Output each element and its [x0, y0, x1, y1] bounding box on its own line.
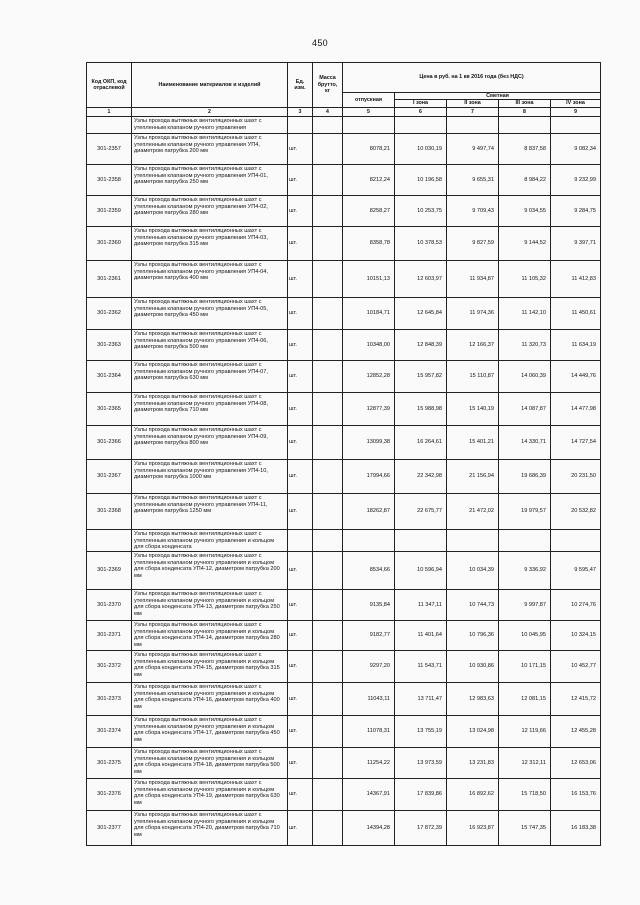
item-name: Узлы прохода вытяжных вентиляционных шахт с утепленным клапаном ручного управления — [132, 116, 288, 133]
zone-4-price: 16 153,76 — [551, 779, 601, 811]
release-price: 8078,21 — [343, 133, 395, 164]
zone-3-price: 11 142,10 — [499, 297, 551, 329]
item-name: Узлы прохода вытяжных вентиляционных шахт с утепленным клапаном ручного управления УП4-07, диаметром патрубка 630 мм — [132, 360, 288, 392]
table-row — [87, 392, 601, 425]
release-price: 14367,91 — [343, 779, 395, 811]
release-price: 11078,31 — [343, 716, 395, 748]
table-row — [87, 683, 601, 716]
header-zone-3: III зона — [499, 100, 551, 107]
item-mass — [313, 811, 343, 846]
col-number: 6 — [395, 107, 447, 116]
zone-2-price: 21 156,94 — [447, 459, 499, 493]
zone-2-price: 10 744,73 — [447, 590, 499, 621]
zone-4-price: 20 532,82 — [551, 493, 601, 529]
zone-2-price: 11 974,36 — [447, 297, 499, 329]
item-name: Узлы прохода вытяжных вентиляционных шахт с утепленным клапаном ручного управления и кольцом для сбора конденсата УП4-20, диаметром патрубка 710 мм — [132, 811, 288, 846]
table-row — [87, 590, 601, 621]
col-number: 4 — [313, 107, 343, 116]
zone-4-price: 12 455,28 — [551, 716, 601, 748]
zone-1-price: 22 342,98 — [395, 459, 447, 493]
zone-3-price: 11 105,32 — [499, 260, 551, 297]
item-unit: шт. — [288, 748, 313, 779]
zone-1-price: 12 848,39 — [395, 329, 447, 360]
zone-2-price: 16 892,62 — [447, 779, 499, 811]
release-price: 8534,66 — [343, 552, 395, 590]
release-price: 10184,71 — [343, 297, 395, 329]
zone-1-price: 13 711,47 — [395, 683, 447, 716]
zone-3-price: 12 312,11 — [499, 748, 551, 779]
item-unit: шт. — [288, 683, 313, 716]
release-price: 11043,11 — [343, 683, 395, 716]
release-price — [343, 529, 395, 551]
table-row — [87, 621, 601, 651]
zone-1-price: 17 872,39 — [395, 811, 447, 846]
header-mass: Масса брутто, кг — [313, 63, 343, 108]
release-price: 10151,13 — [343, 260, 395, 297]
header-zone-4: IV зона — [551, 100, 601, 107]
item-code: 301-2369 — [87, 552, 132, 590]
zone-1-price: 10 596,94 — [395, 552, 447, 590]
item-code: 301-2362 — [87, 297, 132, 329]
header-name: Наименование материалов и изделий — [132, 63, 288, 108]
item-name: Узлы прохода вытяжных вентиляционных шахт с утепленным клапаном ручного управления и кольцом для сбора конденсата УП4-16, диаметром патрубка 400 мм — [132, 683, 288, 716]
item-code: 301-2360 — [87, 226, 132, 260]
release-price: 8212,24 — [343, 164, 395, 195]
zone-2-price — [447, 529, 499, 551]
zone-4-price: 9 595,47 — [551, 552, 601, 590]
item-code: 301-2374 — [87, 716, 132, 748]
zone-1-price: 17 839,86 — [395, 779, 447, 811]
zone-4-price: 12 653,06 — [551, 748, 601, 779]
header-release: отпускная — [343, 93, 395, 108]
item-code: 301-2371 — [87, 621, 132, 651]
item-unit: шт. — [288, 392, 313, 425]
item-mass — [313, 493, 343, 529]
item-code: 301-2358 — [87, 164, 132, 195]
item-code: 301-2368 — [87, 493, 132, 529]
item-name: Узлы прохода вытяжных вентиляционных шахт с утепленным клапаном ручного управления УП4-03, диаметром патрубка 315 мм — [132, 226, 288, 260]
item-unit — [288, 529, 313, 551]
release-price: 18262,87 — [343, 493, 395, 529]
release-price: 9297,20 — [343, 651, 395, 683]
item-name: Узлы прохода вытяжных вентиляционных шахт с утепленным клапаном ручного управления УП4-01, диаметром патрубка 250 мм — [132, 164, 288, 195]
item-code: 301-2361 — [87, 260, 132, 297]
zone-4-price: 12 415,72 — [551, 683, 601, 716]
zone-2-price: 15 140,19 — [447, 392, 499, 425]
item-code — [87, 529, 132, 551]
zone-1-price: 16 264,61 — [395, 425, 447, 459]
col-number: 1 — [87, 107, 132, 116]
zone-2-price: 12 166,37 — [447, 329, 499, 360]
item-unit: шт. — [288, 493, 313, 529]
item-mass — [313, 226, 343, 260]
release-price: 12852,28 — [343, 360, 395, 392]
col-number: 5 — [343, 107, 395, 116]
release-price: 8258,27 — [343, 195, 395, 226]
item-code: 301-2373 — [87, 683, 132, 716]
zone-3-price: 9 997,87 — [499, 590, 551, 621]
header-code: Код ОКП, код отраслевой — [87, 63, 132, 108]
table-row — [87, 133, 601, 164]
zone-1-price: 12 645,84 — [395, 297, 447, 329]
header-price-group: Цена в руб. на 1 кв 2016 года (без НДС) — [343, 63, 601, 93]
zone-2-price: 16 923,87 — [447, 811, 499, 846]
item-name: Узлы прохода вытяжных вентиляционных шахт с утепленным клапаном ручного управления и кольцом для сбора конденсата — [132, 529, 288, 551]
item-mass — [313, 297, 343, 329]
table-row — [87, 811, 601, 846]
zone-4-price — [551, 529, 601, 551]
header-unit: Ед. изм. — [288, 63, 313, 108]
item-mass — [313, 621, 343, 651]
zone-3-price: 12 081,15 — [499, 683, 551, 716]
item-code: 301-2377 — [87, 811, 132, 846]
item-name: Узлы прохода вытяжных вентиляционных шахт с утепленным клапаном ручного управления УП4-06, диаметром патрубка 500 мм — [132, 329, 288, 360]
zone-1-price: 10 253,75 — [395, 195, 447, 226]
zone-1-price: 15 988,98 — [395, 392, 447, 425]
zone-3-price: 8 984,22 — [499, 164, 551, 195]
item-mass — [313, 260, 343, 297]
item-code: 301-2357 — [87, 133, 132, 164]
header-zone-1: I зона — [395, 100, 447, 107]
item-name: Узлы прохода вытяжных вентиляционных шахт с утепленным клапаном ручного управления УП4-11, диаметром патрубка 1250 мм — [132, 493, 288, 529]
release-price: 10348,00 — [343, 329, 395, 360]
release-price: 13099,38 — [343, 425, 395, 459]
zone-3-price: 9 336,92 — [499, 552, 551, 590]
zone-2-price: 10 034,39 — [447, 552, 499, 590]
item-mass — [313, 360, 343, 392]
zone-1-price: 11 401,64 — [395, 621, 447, 651]
table-row — [87, 459, 601, 493]
zone-3-price: 14 060,39 — [499, 360, 551, 392]
item-mass — [313, 133, 343, 164]
zone-2-price: 21 472,02 — [447, 493, 499, 529]
zone-3-price: 15 718,50 — [499, 779, 551, 811]
table-row — [87, 779, 601, 811]
item-unit: шт. — [288, 164, 313, 195]
col-number: 3 — [288, 107, 313, 116]
zone-2-price — [447, 116, 499, 133]
zone-3-price: 14 087,87 — [499, 392, 551, 425]
item-name: Узлы прохода вытяжных вентиляционных шахт с утепленным клапаном ручного управления УП4-10, диаметром патрубка 1000 мм — [132, 459, 288, 493]
item-name: Узлы прохода вытяжных вентиляционных шахт с утепленным клапаном ручного управления и кольцом для сбора конденсата УП4-17, диаметром патрубка 450 мм — [132, 716, 288, 748]
table-row — [87, 329, 601, 360]
item-mass — [313, 116, 343, 133]
item-unit: шт. — [288, 459, 313, 493]
item-code: 301-2365 — [87, 392, 132, 425]
zone-3-price: 8 837,58 — [499, 133, 551, 164]
zone-4-price: 9 232,99 — [551, 164, 601, 195]
zone-3-price: 11 320,73 — [499, 329, 551, 360]
item-code: 301-2366 — [87, 425, 132, 459]
zone-4-price: 9 082,34 — [551, 133, 601, 164]
item-mass — [313, 392, 343, 425]
zone-1-price: 11 347,11 — [395, 590, 447, 621]
zone-1-price — [395, 116, 447, 133]
item-unit: шт. — [288, 621, 313, 651]
table-row — [87, 164, 601, 195]
table-row — [87, 425, 601, 459]
item-unit: шт. — [288, 716, 313, 748]
table-row — [87, 552, 601, 590]
item-name: Узлы прохода вытяжных вентиляционных шахт с утепленным клапаном ручного управления УП4-04, диаметром патрубка 400 мм — [132, 260, 288, 297]
zone-1-price: 11 543,71 — [395, 651, 447, 683]
table-row — [87, 297, 601, 329]
item-mass — [313, 425, 343, 459]
zone-4-price: 10 452,77 — [551, 651, 601, 683]
item-mass — [313, 590, 343, 621]
page-number: 450 — [312, 38, 328, 48]
zone-3-price: 10 045,95 — [499, 621, 551, 651]
item-code — [87, 116, 132, 133]
item-unit: шт. — [288, 226, 313, 260]
item-code: 301-2375 — [87, 748, 132, 779]
item-unit: шт. — [288, 425, 313, 459]
item-mass — [313, 459, 343, 493]
item-unit: шт. — [288, 329, 313, 360]
zone-3-price: 19 979,57 — [499, 493, 551, 529]
item-unit: шт. — [288, 590, 313, 621]
release-price: 9182,77 — [343, 621, 395, 651]
table-row — [87, 493, 601, 529]
zone-4-price: 16 183,38 — [551, 811, 601, 846]
release-price: 12877,39 — [343, 392, 395, 425]
item-mass — [313, 329, 343, 360]
zone-1-price: 13 973,59 — [395, 748, 447, 779]
zone-4-price: 20 231,50 — [551, 459, 601, 493]
zone-1-price: 12 603,97 — [395, 260, 447, 297]
item-code: 301-2367 — [87, 459, 132, 493]
zone-3-price: 12 119,66 — [499, 716, 551, 748]
item-unit: шт. — [288, 133, 313, 164]
item-mass — [313, 651, 343, 683]
item-mass — [313, 716, 343, 748]
col-number: 2 — [132, 107, 288, 116]
item-name: Узлы прохода вытяжных вентиляционных шахт с утепленным клапаном ручного управления УП4-09, диаметром патрубка 800 мм — [132, 425, 288, 459]
zone-3-price: 19 686,39 — [499, 459, 551, 493]
item-code: 301-2370 — [87, 590, 132, 621]
table-row — [87, 226, 601, 260]
item-name: Узлы прохода вытяжных вентиляционных шахт с утепленным клапаном ручного управления УП4-02, диаметром патрубка 280 мм — [132, 195, 288, 226]
group-header-row — [87, 529, 601, 551]
release-price — [343, 116, 395, 133]
item-name: Узлы прохода вытяжных вентиляционных шахт с утепленным клапаном ручного управления и кольцом для сбора конденсата УП4-13, диаметром патрубка 250 мм — [132, 590, 288, 621]
zone-4-price: 9 284,75 — [551, 195, 601, 226]
item-unit: шт. — [288, 260, 313, 297]
table-row — [87, 748, 601, 779]
item-mass — [313, 748, 343, 779]
zone-4-price: 14 449,76 — [551, 360, 601, 392]
zone-1-price: 10 030,19 — [395, 133, 447, 164]
zone-3-price — [499, 116, 551, 133]
zone-2-price: 15 401,21 — [447, 425, 499, 459]
item-name: Узлы прохода вытяжных вентиляционных шахт с утепленным клапаном ручного управления УП4-08, диаметром патрубка 710 мм — [132, 392, 288, 425]
header-estimate: Сметная — [395, 93, 601, 100]
table-row — [87, 260, 601, 297]
zone-3-price: 10 171,15 — [499, 651, 551, 683]
zone-4-price: 10 324,15 — [551, 621, 601, 651]
item-unit: шт. — [288, 552, 313, 590]
release-price: 9135,84 — [343, 590, 395, 621]
zone-1-price: 22 675,77 — [395, 493, 447, 529]
release-price: 14394,28 — [343, 811, 395, 846]
item-unit: шт. — [288, 779, 313, 811]
zone-2-price: 9 497,74 — [447, 133, 499, 164]
item-code: 301-2376 — [87, 779, 132, 811]
item-mass — [313, 779, 343, 811]
zone-3-price: 14 330,71 — [499, 425, 551, 459]
zone-4-price: 9 397,71 — [551, 226, 601, 260]
item-code: 301-2359 — [87, 195, 132, 226]
zone-2-price: 10 930,86 — [447, 651, 499, 683]
item-mass — [313, 529, 343, 551]
item-mass — [313, 683, 343, 716]
item-mass — [313, 552, 343, 590]
zone-2-price: 9 709,43 — [447, 195, 499, 226]
item-name: Узлы прохода вытяжных вентиляционных шахт с утепленным клапаном ручного управления и кольцом для сбора конденсата УП4-12, диаметром патрубка 200 мм — [132, 552, 288, 590]
zone-2-price: 10 796,36 — [447, 621, 499, 651]
zone-4-price: 10 274,76 — [551, 590, 601, 621]
item-code: 301-2363 — [87, 329, 132, 360]
item-name: Узлы прохода вытяжных вентиляционных шахт с утепленным клапаном ручного управления УП4-05, диаметром патрубка 450 мм — [132, 297, 288, 329]
zone-2-price: 9 655,31 — [447, 164, 499, 195]
item-name: Узлы прохода вытяжных вентиляционных шахт с утепленным клапаном ручного управления и кольцом для сбора конденсата УП4-19, диаметром патрубка 630 мм — [132, 779, 288, 811]
col-number: 9 — [551, 107, 601, 116]
item-unit: шт. — [288, 195, 313, 226]
zone-2-price: 12 983,63 — [447, 683, 499, 716]
price-table — [86, 62, 601, 846]
col-number: 7 — [447, 107, 499, 116]
table-row — [87, 195, 601, 226]
item-unit: шт. — [288, 651, 313, 683]
table-row — [87, 716, 601, 748]
zone-3-price: 9 034,55 — [499, 195, 551, 226]
zone-2-price: 13 231,83 — [447, 748, 499, 779]
zone-1-price: 10 378,53 — [395, 226, 447, 260]
zone-3-price: 9 144,52 — [499, 226, 551, 260]
col-number: 8 — [499, 107, 551, 116]
item-code: 301-2372 — [87, 651, 132, 683]
zone-2-price: 15 110,87 — [447, 360, 499, 392]
item-unit: шт. — [288, 360, 313, 392]
zone-2-price: 9 827,59 — [447, 226, 499, 260]
item-mass — [313, 195, 343, 226]
item-unit: шт. — [288, 811, 313, 846]
item-name: Узлы прохода вытяжных вентиляционных шахт с утепленным клапаном ручного управления и кольцом для сбора конденсата УП4-14, диаметром патрубка 280 мм — [132, 621, 288, 651]
item-name: Узлы прохода вытяжных вентиляционных шахт с утепленным клапаном ручного управления и кольцом для сбора конденсата УП4-15, диаметром патрубка 315 мм — [132, 651, 288, 683]
zone-3-price: 15 747,35 — [499, 811, 551, 846]
zone-4-price: 14 727,54 — [551, 425, 601, 459]
item-mass — [313, 164, 343, 195]
zone-4-price: 11 412,83 — [551, 260, 601, 297]
zone-2-price: 11 934,87 — [447, 260, 499, 297]
release-price: 17994,66 — [343, 459, 395, 493]
table-row — [87, 360, 601, 392]
item-name: Узлы прохода вытяжных вентиляционных шахт с утепленным клапаном ручного управления и кольцом для сбора конденсата УП4-18, диаметром патрубка 500 мм — [132, 748, 288, 779]
zone-4-price: 11 450,61 — [551, 297, 601, 329]
header-zone-2: II зона — [447, 100, 499, 107]
zone-1-price: 15 957,82 — [395, 360, 447, 392]
zone-2-price: 13 024,98 — [447, 716, 499, 748]
zone-4-price — [551, 116, 601, 133]
zone-4-price: 11 634,19 — [551, 329, 601, 360]
zone-1-price — [395, 529, 447, 551]
item-unit — [288, 116, 313, 133]
release-price: 8358,78 — [343, 226, 395, 260]
zone-4-price: 14 477,98 — [551, 392, 601, 425]
zone-1-price: 13 755,19 — [395, 716, 447, 748]
item-unit: шт. — [288, 297, 313, 329]
release-price: 11254,22 — [343, 748, 395, 779]
group-header-row — [87, 116, 601, 133]
item-code: 301-2364 — [87, 360, 132, 392]
table-row — [87, 651, 601, 683]
zone-3-price — [499, 529, 551, 551]
zone-1-price: 10 196,58 — [395, 164, 447, 195]
item-name: Узлы прохода вытяжных вентиляционных шахт с утепленным клапаном ручного управления УП4, диаметром патрубка 200 мм — [132, 133, 288, 164]
